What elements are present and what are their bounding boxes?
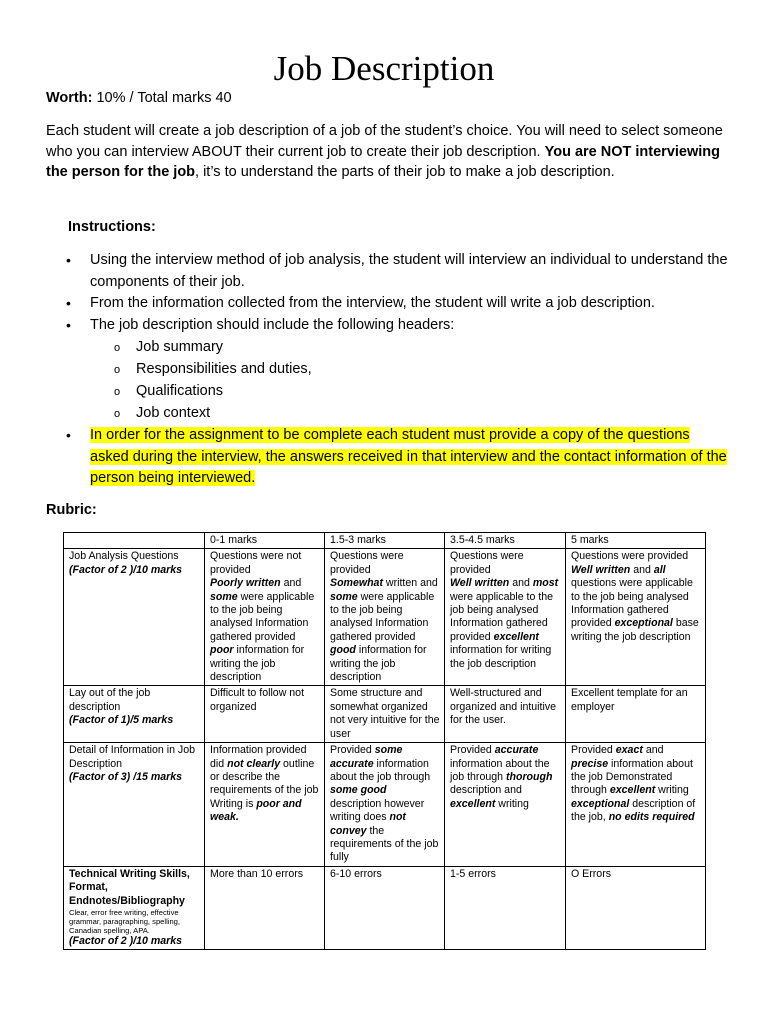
table-cell <box>325 743 445 867</box>
cell-text: Questions were provided <box>571 550 689 563</box>
cell-emphasis: some <box>330 590 358 603</box>
table-row <box>64 549 706 686</box>
cell-emphasis: good <box>330 644 356 657</box>
table-header-cell: 0-1 marks <box>205 533 325 549</box>
cell-emphasis: most <box>532 577 559 590</box>
table-cell: Well-structured and organized and intuitive for the user. <box>445 686 566 743</box>
cell-text: the requirements of the job fully <box>330 824 439 864</box>
criterion-label: Detail of Information in Job Description <box>69 744 196 770</box>
instruction-text: The job description should include the following headers: <box>90 316 455 333</box>
cell-emphasis: thorough <box>505 770 553 783</box>
instructions-list <box>0 250 768 490</box>
intro-paragraph <box>46 121 736 183</box>
cell-emphasis: some accurate <box>330 744 403 770</box>
cell-emphasis: Well written <box>450 577 510 590</box>
table-cell: 1-5 errors <box>445 866 566 950</box>
cell-text: information for writing the job description <box>330 644 427 684</box>
table-header-cell <box>64 533 205 549</box>
cell-text: outline or describe the requirements of the job Writing is <box>210 757 319 810</box>
cell-text: Provided <box>450 744 495 757</box>
worth-label: Worth: <box>46 90 93 106</box>
table-cell: More than 10 errors <box>205 866 325 950</box>
cell-text: questions were applicable to the job being analysed Information gathered provided <box>571 577 693 630</box>
cell-emphasis: all <box>653 563 666 576</box>
cell-text: written and <box>382 577 438 590</box>
instruction-text: From the information collected from the interview, the student will write a job description. <box>90 295 655 311</box>
intro-text-1: Each student will create a job description of a job of the student’s choice. You will need to select someone who you can interview ABOUT their current job to create their job description. <box>46 123 723 160</box>
rubric-heading: Rubric: <box>46 502 97 518</box>
cell-text: information for writing the job description <box>450 644 552 670</box>
table-cell <box>566 743 706 867</box>
cell-text: description of the job, <box>571 797 696 824</box>
cell-text: were applicable to the job being analysed Information gathered provided <box>330 590 435 643</box>
instruction-item-highlighted <box>0 425 730 490</box>
cell-text: Provided <box>571 744 616 757</box>
cell-emphasis: exact <box>615 744 643 757</box>
criterion-note: Clear, error free writing, effective grammar, paragraphing, spelling, Canadian spelling, APA. <box>69 907 181 935</box>
page-title: Job Description <box>273 49 495 88</box>
cell-text: information about the job through <box>330 757 431 783</box>
table-cell <box>445 743 566 867</box>
criterion-label: Job Analysis Questions <box>69 550 179 563</box>
cell-emphasis: excellent <box>609 784 656 797</box>
cell-emphasis: Somewhat <box>330 577 383 590</box>
table-cell <box>445 549 566 686</box>
cell-text: Provided <box>330 744 375 757</box>
table-cell: Some structure and somewhat organized not very intuitive for the user <box>325 686 445 743</box>
cell-text: were applicable to the job being analysed Information gathered provided <box>210 590 315 643</box>
cell-text: information about the job Demonstrated through <box>571 757 693 797</box>
cell-text: Questions were not provided <box>210 550 302 576</box>
criterion-label: Technical Writing Skills, Format, Endnotes/Bibliography <box>69 867 190 907</box>
cell-text: description and <box>450 784 522 797</box>
table-cell <box>205 549 325 686</box>
instruction-item <box>0 250 730 293</box>
table-row <box>64 866 706 950</box>
table-cell <box>566 549 706 686</box>
cell-text: writing <box>655 784 689 797</box>
cell-text: description however writing does <box>330 797 425 824</box>
instructions-heading: Instructions: <box>68 219 156 235</box>
cell-text: Questions were provided <box>330 550 404 576</box>
cell-emphasis: poor <box>210 644 234 657</box>
header-item: o Job context <box>90 402 730 424</box>
cell-text: information about the job through <box>450 757 550 783</box>
criterion-factor: (Factor of 2 )/10 marks <box>69 934 183 947</box>
cell-text: base writing the job description <box>571 617 699 643</box>
cell-text: were applicable to the job being analysed Information gathered provided <box>450 590 554 643</box>
criterion-cell <box>64 686 205 743</box>
table-row <box>64 743 706 867</box>
cell-text: information for writing the job description <box>210 644 305 684</box>
cell-text: Questions were provided <box>450 550 524 576</box>
intro-bold-text: You are NOT interviewing the person for the job <box>46 143 720 180</box>
cell-emphasis: exceptional <box>614 617 673 630</box>
table-cell: 6-10 errors <box>325 866 445 950</box>
table-cell: O Errors <box>566 866 706 950</box>
cell-emphasis: excellent <box>493 630 539 643</box>
cell-emphasis: exceptional <box>571 797 630 810</box>
cell-text: and <box>280 577 302 590</box>
cell-emphasis: Poorly written <box>210 577 281 590</box>
rubric-table <box>63 532 706 950</box>
cell-emphasis: accurate <box>494 744 539 757</box>
cell-emphasis: excellent <box>450 797 496 810</box>
table-cell: Difficult to follow not organized <box>205 686 325 743</box>
table-row <box>64 686 706 743</box>
header-list <box>90 336 730 424</box>
cell-emphasis: some <box>210 590 238 603</box>
cell-emphasis: poor and weak. <box>210 797 302 824</box>
table-header-cell: 5 marks <box>566 533 706 549</box>
criterion-label: Lay out of the job description <box>69 687 151 713</box>
instruction-text: Using the interview method of job analysis, the student will interview an individual to understand the components of their job. <box>90 252 728 290</box>
cell-text: writing <box>495 797 529 810</box>
table-cell <box>325 549 445 686</box>
header-item: o Qualifications <box>90 380 730 402</box>
worth-value: 10% / Total marks 40 <box>92 90 232 106</box>
cell-emphasis: not clearly <box>227 757 281 770</box>
cell-emphasis: not convey <box>330 811 406 837</box>
worth-line <box>46 88 232 108</box>
cell-emphasis: Well written <box>571 563 631 576</box>
intro-text-2: , it’s to understand the parts of their job to make a job description. <box>195 164 615 180</box>
criterion-cell <box>64 743 205 867</box>
instruction-item <box>0 315 730 425</box>
table-header-cell: 1.5-3 marks <box>325 533 445 549</box>
cell-text: Information provided did <box>210 744 307 770</box>
cell-text: and <box>509 577 533 590</box>
cell-emphasis: some good <box>330 784 387 797</box>
cell-text: and <box>630 563 654 576</box>
header-item: o Job summary <box>90 336 730 358</box>
criterion-factor: (Factor of 2 )/10 marks <box>69 563 183 576</box>
highlighted-text: In order for the assignment to be complete each student must provide a copy of the questions asked during the interview, the answers received in that interview and the contact information of the person being interviewed. <box>90 427 727 486</box>
cell-emphasis: precise <box>571 757 609 770</box>
header-item: o Responsibilities and duties, <box>90 358 730 380</box>
table-header-cell: 3.5-4.5 marks <box>445 533 566 549</box>
table-cell: Excellent template for an employer <box>566 686 706 743</box>
criterion-factor: (Factor of 1)/5 marks <box>69 714 174 727</box>
table-cell <box>205 743 325 867</box>
criterion-cell <box>64 549 205 686</box>
criterion-cell <box>64 866 205 950</box>
table-header-row <box>64 533 706 549</box>
criterion-factor: (Factor of 3) /15 marks <box>69 770 183 783</box>
cell-text: and <box>642 744 664 757</box>
instruction-item <box>0 293 730 315</box>
cell-emphasis: no edits required <box>608 811 695 824</box>
